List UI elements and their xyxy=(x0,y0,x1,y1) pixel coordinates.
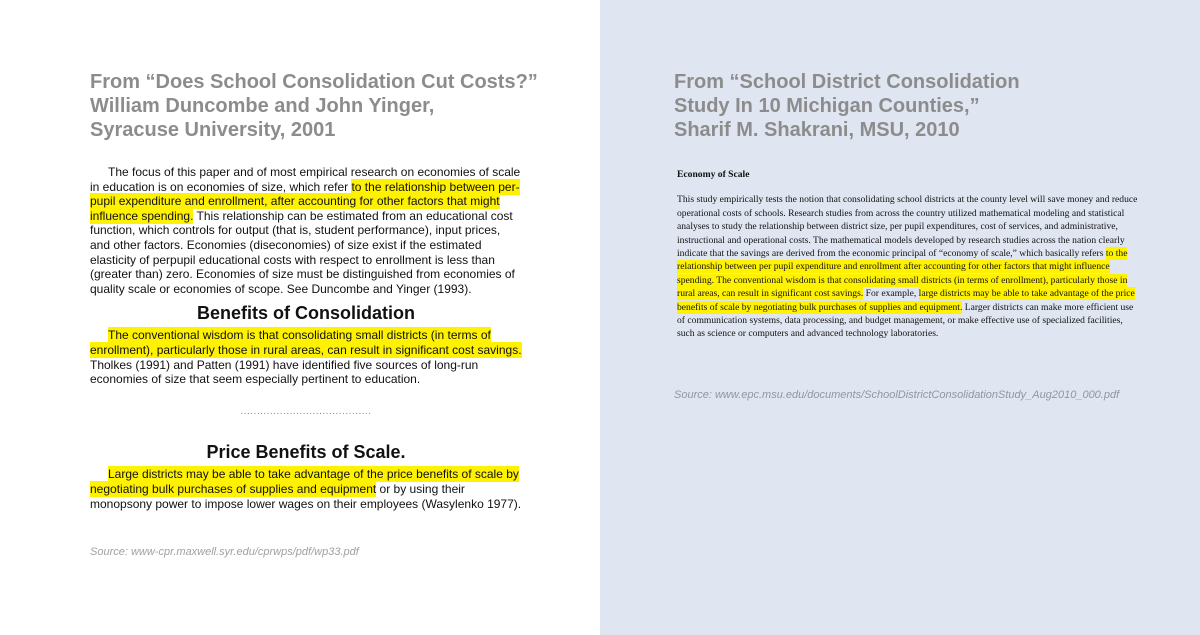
left-source: Source: www-cpr.maxwell.syr.edu/cprwps/pdf/wp33.pdf xyxy=(90,546,359,558)
left-paragraph-2 xyxy=(90,328,522,386)
right-paragraph xyxy=(677,193,1139,340)
section-separator: ........................................ xyxy=(240,405,372,417)
right-paragraph-highlight-1: to the relationship between per pupil expenditure and enrollment after accounting for other factors that might influence spending. The conventional wisdom is that consolidating small districts (in terms of enrollment), particularly those in rural areas, can result in significant cost savings. xyxy=(677,248,1128,300)
left-paragraph-2-highlight: The conventional wisdom is that consolidating small districts (in terms of enrollment), particularly those in rural areas, can result in significant cost savings. xyxy=(90,328,522,357)
right-paragraph-rest: Larger districts can make more efficient use of communication systems, data processing, and budget management, or make effective use of specialized facilities, such as science or computers and advanced technology laboratories. xyxy=(677,301,1134,340)
right-paragraph-highlight-2: large districts may be able to take advantage of the price benefits of scale by negotiating bulk purchases of supplies and equipment. xyxy=(677,288,1135,313)
right-source: Source: www.epc.msu.edu/documents/SchoolDistrictConsolidationStudy_Aug2010_000.pdf xyxy=(674,389,1120,401)
left-heading-line-2: William Duncombe and John Yinger, xyxy=(90,95,435,117)
benefits-of-consolidation-title: Benefits of Consolidation xyxy=(197,303,415,324)
left-paragraph-2-rest: Tholkes (1991) and Patten (1991) have identified five sources of long-run economies of size that seem especially pertinent to education. xyxy=(90,357,479,387)
right-excerpt xyxy=(677,168,1139,341)
left-excerpt xyxy=(90,165,522,511)
left-paragraph-1-rest: This relationship can be estimated from an educational cost function, which controls for output (that is, student performance), input prices, and other factors. Economies (diseconomies) of size exist if the estimated elasticity of perpupil educational costs with respect to enrollment is less than (greater than) zero. Economies of size must be distinguished from economies of quality scale or economies of scope. See Duncombe and Yinger (1993). xyxy=(90,208,515,296)
price-benefits-title: Price Benefits of Scale. xyxy=(206,442,406,463)
economy-of-scale-title: Economy of Scale xyxy=(677,169,750,180)
left-heading-line-3: Syracuse University, 2001 xyxy=(90,119,336,141)
right-heading-line-3: Sharif M. Shakrani, MSU, 2010 xyxy=(674,119,960,141)
right-heading-line-1: From “School District Consolidation xyxy=(674,71,1020,93)
right-paragraph-text: This study empirically tests the notion that consolidating school districts at the county level will save money and reduce operational costs of schools. Research studies from across the country utilized mathematical modeling and statistical analyses to study the relationship between district size, per pupil expenditures, cost of services, and administrative, instructional and operational costs. The mathematical models developed by research studies across the nation clearly indicate that the savings are derived from the economic principal of “economy of scale,” which basically refers xyxy=(677,194,1138,260)
left-paragraph-1-text: The focus of this paper and of most empirical research on economies of scale in education is on economies of size, which refer xyxy=(90,165,521,194)
left-paragraph-3-rest: or by using their monopsony power to impose lower wages on their employees (Wasylenko 1977). xyxy=(90,481,522,511)
left-paragraph-3 xyxy=(90,467,522,511)
right-heading-line-2: Study In 10 Michigan Counties,” xyxy=(674,95,980,117)
left-paragraph-1 xyxy=(90,165,522,296)
right-heading xyxy=(674,70,1154,142)
left-heading-line-1: From “Does School Consolidation Cut Costs?” xyxy=(90,71,538,93)
left-paragraph-1-highlight: to the relationship between per-pupil expenditure and enrollment, after accounting for other factors that might influence spending. xyxy=(90,179,520,223)
left-paragraph-3-highlight: Large districts may be able to take advantage of the price benefits of scale by negotiating bulk purchases of supplies and equipment xyxy=(90,467,519,496)
right-paragraph-mid: For example, xyxy=(863,288,919,300)
left-heading xyxy=(90,70,570,142)
